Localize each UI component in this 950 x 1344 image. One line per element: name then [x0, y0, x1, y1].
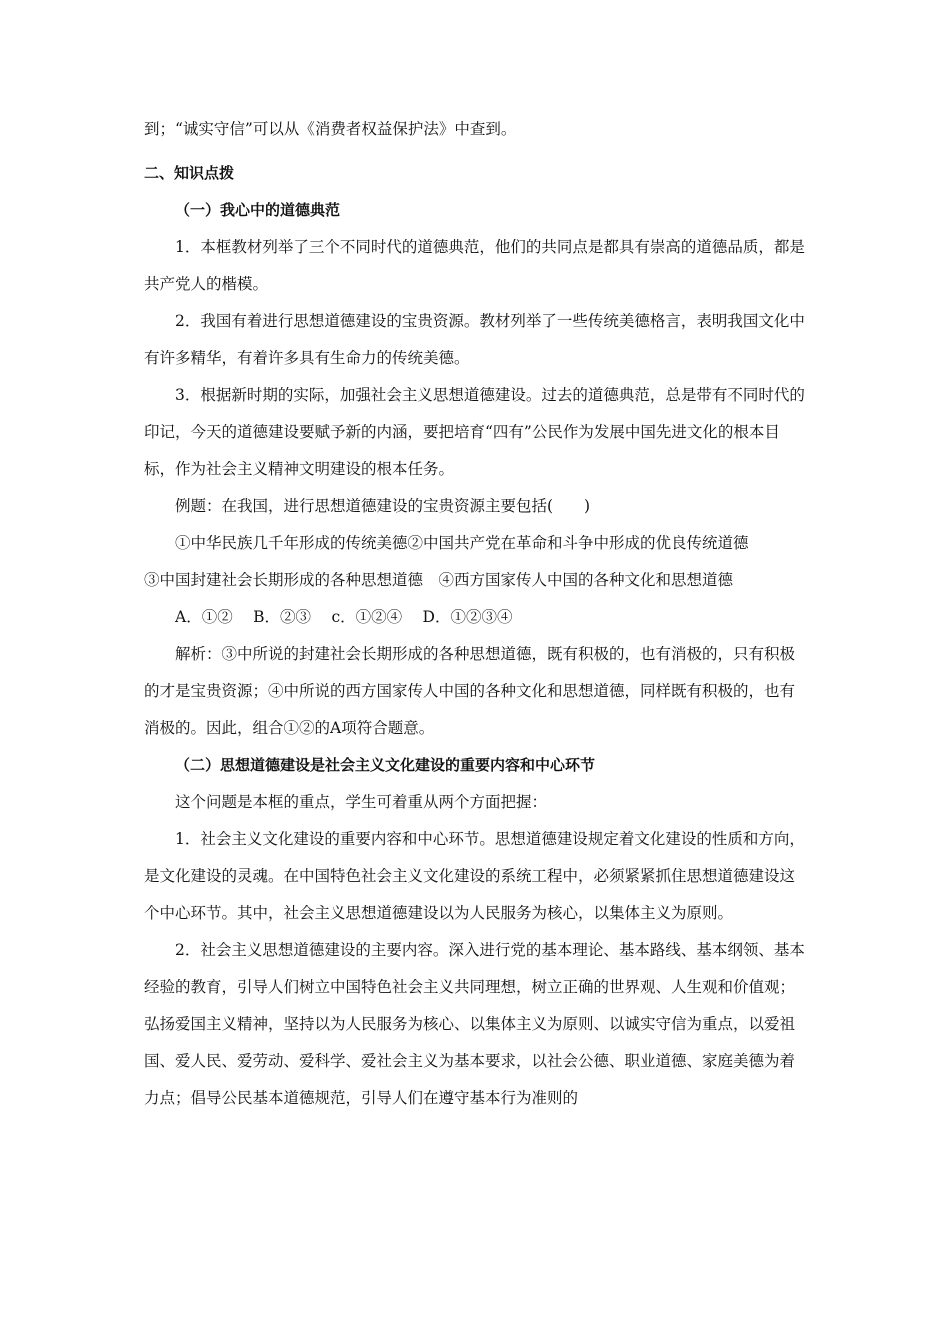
- example-items-line-1: ①中华民族几千年形成的传统美德②中国共产党在革命和斗争中形成的优良传统道德: [175, 534, 749, 552]
- example-items-line-2: ③中国封建社会长期形成的各种思想道德 ④西方国家传人中国的各种文化和思想道德: [144, 571, 734, 589]
- paragraph-intro: 这个问题是本框的重点，学生可着重从两个方面把握：: [175, 793, 548, 811]
- example-analysis: 解析：③中所说的封建社会长期形成的各种思想道德，既有积极的，也有消极的，只有积极的才是宝贵资源；④中所说的西方国家传人中国的各种文化和思想道德，同样既有积极的，也有消极的。因此，组合①②的A项符合题意。: [144, 645, 796, 737]
- example-options: A．①② B．②③ c．①②④ D．①②③④: [175, 608, 513, 626]
- paragraph-point-1: 1．本框教材列举了三个不同时代的道德典范，他们的共同点是都具有崇高的道德品质，都是共产党人的楷模。: [144, 238, 805, 293]
- section-heading-knowledge: 二、知识点拨: [144, 164, 235, 182]
- paragraph-continuation: 到；“诚实守信”可以从《消费者权益保护法》中查到。: [144, 120, 517, 138]
- paragraph-core-2: 2．社会主义思想道德建设的主要内容。深入进行党的基本理论、基本路线、基本纲领、基本经验的教育，引导人们树立中国特色社会主义共同理想，树立正确的世界观、人生观和价值观；弘扬爱国主义精神，坚持以为人民服务为核心、以集体主义为原则、以诚实守信为重点，以爱祖国、爱人民、爱劳动、爱科学、爱社会主义为基本要求，以社会公德、职业道德、家庭美德为着力点；倡导公民基本道德规范，引导人们在遵守基本行为准则的: [144, 941, 805, 1107]
- subsection-heading-moral-models: （一）我心中的道德典范: [175, 201, 341, 219]
- paragraph-core-1: 1．社会主义文化建设的重要内容和中心环节。思想道德建设规定着文化建设的性质和方向，是文化建设的灵魂。在中国特色社会主义文化建设的系统工程中，必须紧紧抓住思想道德建设这个中心环节。其中，社会主义思想道德建设以为人民服务为核心，以集体主义为原则。: [144, 830, 805, 922]
- subsection-heading-core-link: （二）思想道德建设是社会主义文化建设的重要内容和中心环节: [175, 756, 596, 774]
- paragraph-point-3: 3．根据新时期的实际，加强社会主义思想道德建设。过去的道德典范，总是带有不同时代的印记，今天的道德建设要赋予新的内涵，要把培育“四有”公民作为发展中国先进文化的根本目标，作为社会主义精神文明建设的根本任务。: [144, 386, 805, 478]
- document-body: [144, 120, 810, 1117]
- example-question: 例题：在我国，进行思想道德建设的宝贵资源主要包括( ): [175, 497, 591, 515]
- paragraph-point-2: 2．我国有着进行思想道德建设的宝贵资源。教材列举了一些传统美德格言，表明我国文化中有许多精华，有着许多具有生命力的传统美德。: [144, 312, 805, 367]
